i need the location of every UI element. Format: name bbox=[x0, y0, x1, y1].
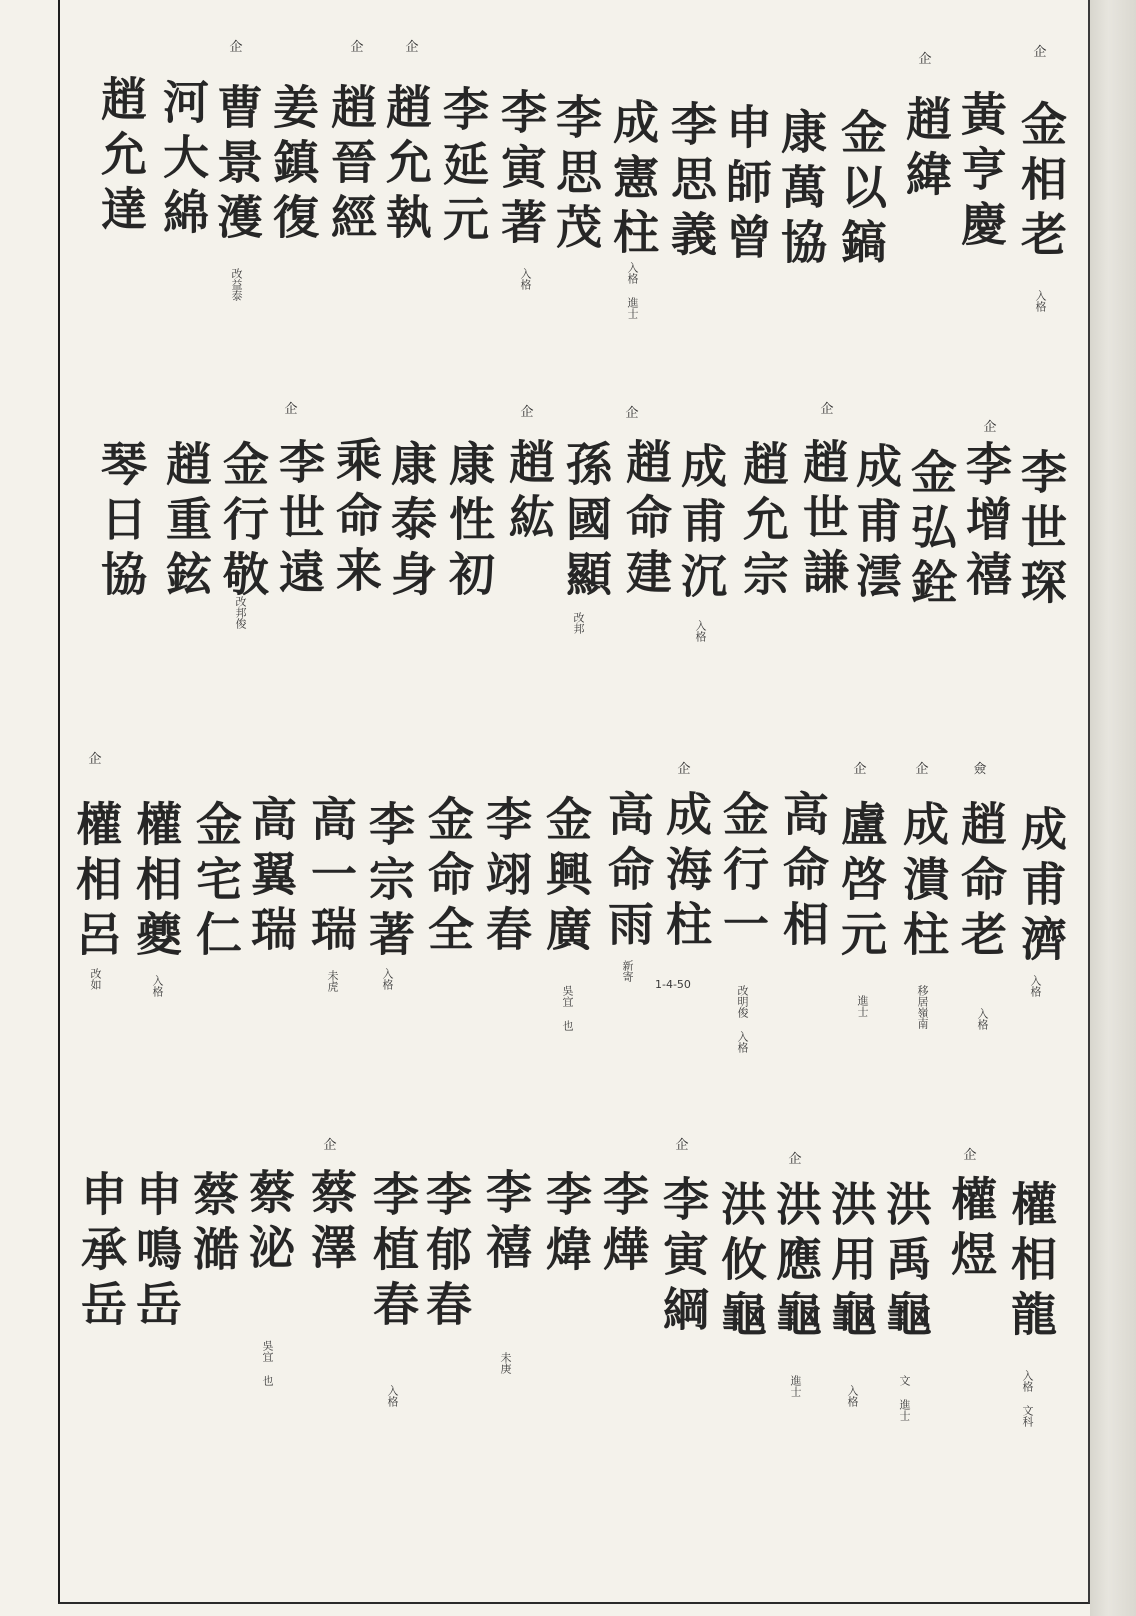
name-column: 康泰身 bbox=[384, 440, 438, 605]
approval-mark: 企 bbox=[405, 40, 419, 55]
name-column: 高命雨 bbox=[601, 790, 655, 955]
annotation-note: 入格 進士 bbox=[626, 262, 639, 319]
annotation-note: 新寄 bbox=[621, 960, 634, 982]
annotation-note: 改邦俊 bbox=[234, 596, 247, 629]
name-column: 申鳴岳 bbox=[129, 1170, 183, 1335]
annotation-note: 入格 bbox=[1029, 975, 1042, 997]
facing-page-edge bbox=[1090, 0, 1136, 1616]
approval-mark: 企 bbox=[675, 1138, 689, 1153]
annotation-note: 入格 bbox=[976, 1008, 989, 1030]
name-column: 李宗著 bbox=[362, 800, 416, 965]
name-column: 申師曾 bbox=[719, 103, 773, 268]
name-column: 高翼瑞 bbox=[244, 795, 298, 960]
name-column: 李世琛 bbox=[1014, 448, 1068, 613]
annotation-note: 入格 bbox=[1034, 290, 1047, 312]
annotation-note: 未庚 bbox=[499, 1352, 512, 1374]
name-column: 李翊春 bbox=[479, 795, 533, 960]
approval-mark: 企 bbox=[625, 406, 639, 421]
name-column: 高命相 bbox=[776, 790, 830, 955]
name-column: 洪用龜 bbox=[824, 1180, 878, 1345]
annotation-note: 入格 文科 bbox=[1021, 1370, 1034, 1427]
name-column: 琴日協 bbox=[94, 440, 148, 605]
annotation-note: 改益泰 bbox=[230, 268, 243, 301]
approval-mark: 企 bbox=[284, 402, 298, 417]
name-column: 河大綿 bbox=[156, 78, 210, 243]
name-column: 權相呂 bbox=[69, 800, 123, 965]
annotation-note: 入格 bbox=[386, 1385, 399, 1407]
name-column: 趙命建 bbox=[619, 438, 673, 603]
annotation-note: 入格 bbox=[519, 268, 532, 290]
name-column: 蔡澤 bbox=[304, 1168, 358, 1278]
name-column: 蔡泌 bbox=[242, 1168, 296, 1278]
name-column: 成甫濟 bbox=[1014, 805, 1068, 970]
name-column: 趙允執 bbox=[379, 83, 433, 248]
annotation-note: 入格 bbox=[151, 975, 164, 997]
name-column: 李世遠 bbox=[272, 438, 326, 603]
approval-mark: 企 bbox=[520, 405, 534, 420]
name-column: 李郁春 bbox=[419, 1170, 473, 1335]
name-column: 成海柱 bbox=[659, 790, 713, 955]
annotation-note: 未虎 bbox=[326, 970, 339, 992]
name-column: 李植春 bbox=[366, 1170, 420, 1335]
name-column: 成甫澐 bbox=[849, 442, 903, 607]
name-column: 趙重鉉 bbox=[159, 440, 213, 605]
approval-mark: 企 bbox=[918, 52, 932, 67]
annotation-note: 入格 bbox=[694, 620, 707, 642]
name-column: 洪禹龜 bbox=[879, 1180, 933, 1345]
name-column: 金相老 bbox=[1014, 100, 1068, 265]
annotation-note: 吳宜 也 bbox=[561, 985, 574, 1031]
approval-mark: 僉 bbox=[973, 762, 987, 777]
name-column: 趙允宗 bbox=[736, 440, 790, 605]
name-column: 金宅仁 bbox=[189, 800, 243, 965]
annotation-note: 移居嶺南 bbox=[916, 985, 929, 1029]
name-column: 金行一 bbox=[716, 790, 770, 955]
approval-mark: 企 bbox=[820, 402, 834, 417]
name-column: 李思義 bbox=[664, 100, 718, 265]
name-column: 趙命老 bbox=[954, 800, 1008, 965]
annotation-note: 1-4-50 bbox=[655, 978, 691, 991]
name-column: 趙紘 bbox=[502, 438, 556, 548]
approval-mark: 企 bbox=[1033, 45, 1047, 60]
name-column: 康性初 bbox=[442, 440, 496, 605]
name-column: 成憲柱 bbox=[606, 98, 660, 263]
name-column: 盧啓元 bbox=[834, 800, 888, 965]
approval-mark: 企 bbox=[983, 420, 997, 435]
approval-mark: 企 bbox=[350, 40, 364, 55]
name-column: 成甫沉 bbox=[674, 442, 728, 607]
name-column: 曹景濩 bbox=[210, 83, 264, 248]
name-column: 成潰柱 bbox=[896, 800, 950, 965]
annotation-note: 改如 bbox=[89, 968, 102, 990]
name-column: 趙世謙 bbox=[796, 438, 850, 603]
annotation-note: 文 進士 bbox=[898, 1375, 911, 1421]
name-column: 康萬協 bbox=[774, 108, 828, 273]
name-column: 金以鎬 bbox=[834, 108, 888, 273]
name-column: 趙允達 bbox=[94, 75, 148, 240]
name-column: 李寅著 bbox=[494, 88, 548, 253]
name-column: 李煒 bbox=[539, 1170, 593, 1280]
approval-mark: 企 bbox=[677, 762, 691, 777]
name-column: 高一瑞 bbox=[304, 795, 358, 960]
name-column: 姜鎮復 bbox=[266, 83, 320, 248]
name-column: 李寅綱 bbox=[656, 1175, 710, 1340]
name-column: 趙晉經 bbox=[324, 83, 378, 248]
name-column: 李延元 bbox=[436, 85, 490, 250]
name-column: 李思茂 bbox=[549, 93, 603, 258]
annotation-note: 改明俊 入格 bbox=[736, 985, 749, 1053]
approval-mark: 企 bbox=[323, 1138, 337, 1153]
annotation-note: 進士 bbox=[789, 1375, 802, 1397]
name-column: 李禧 bbox=[479, 1168, 533, 1278]
name-column: 權煜 bbox=[944, 1175, 998, 1285]
annotation-note: 入格 bbox=[381, 968, 394, 990]
name-column: 洪應龜 bbox=[769, 1180, 823, 1345]
annotation-note: 入格 bbox=[846, 1385, 859, 1407]
annotation-note: 吳宜 也 bbox=[261, 1340, 274, 1386]
name-column: 趙緯 bbox=[899, 95, 953, 205]
name-column: 權相龍 bbox=[1004, 1180, 1058, 1345]
name-column: 申承岳 bbox=[74, 1170, 128, 1335]
name-column: 金弘銓 bbox=[904, 448, 958, 613]
name-column: 金行敬 bbox=[216, 440, 270, 605]
approval-mark: 企 bbox=[963, 1148, 977, 1163]
name-column: 李增禧 bbox=[959, 440, 1013, 605]
approval-mark: 企 bbox=[788, 1152, 802, 1167]
name-column: 洪攸龜 bbox=[714, 1180, 768, 1345]
name-column: 李燁 bbox=[596, 1170, 650, 1280]
name-column: 權相夔 bbox=[129, 800, 183, 965]
approval-mark: 企 bbox=[915, 762, 929, 777]
name-column: 蔡澔 bbox=[186, 1170, 240, 1280]
approval-mark: 企 bbox=[853, 762, 867, 777]
approval-mark: 企 bbox=[229, 40, 243, 55]
annotation-note: 進士 bbox=[856, 995, 869, 1017]
name-column: 金命全 bbox=[421, 795, 475, 960]
name-column: 金興廣 bbox=[539, 795, 593, 960]
annotation-note: 改邦 bbox=[572, 612, 585, 634]
name-column: 黃亨慶 bbox=[954, 90, 1008, 255]
name-column: 孫國顯 bbox=[559, 440, 613, 605]
approval-mark: 企 bbox=[88, 752, 102, 767]
name-column: 乘命来 bbox=[329, 436, 383, 601]
